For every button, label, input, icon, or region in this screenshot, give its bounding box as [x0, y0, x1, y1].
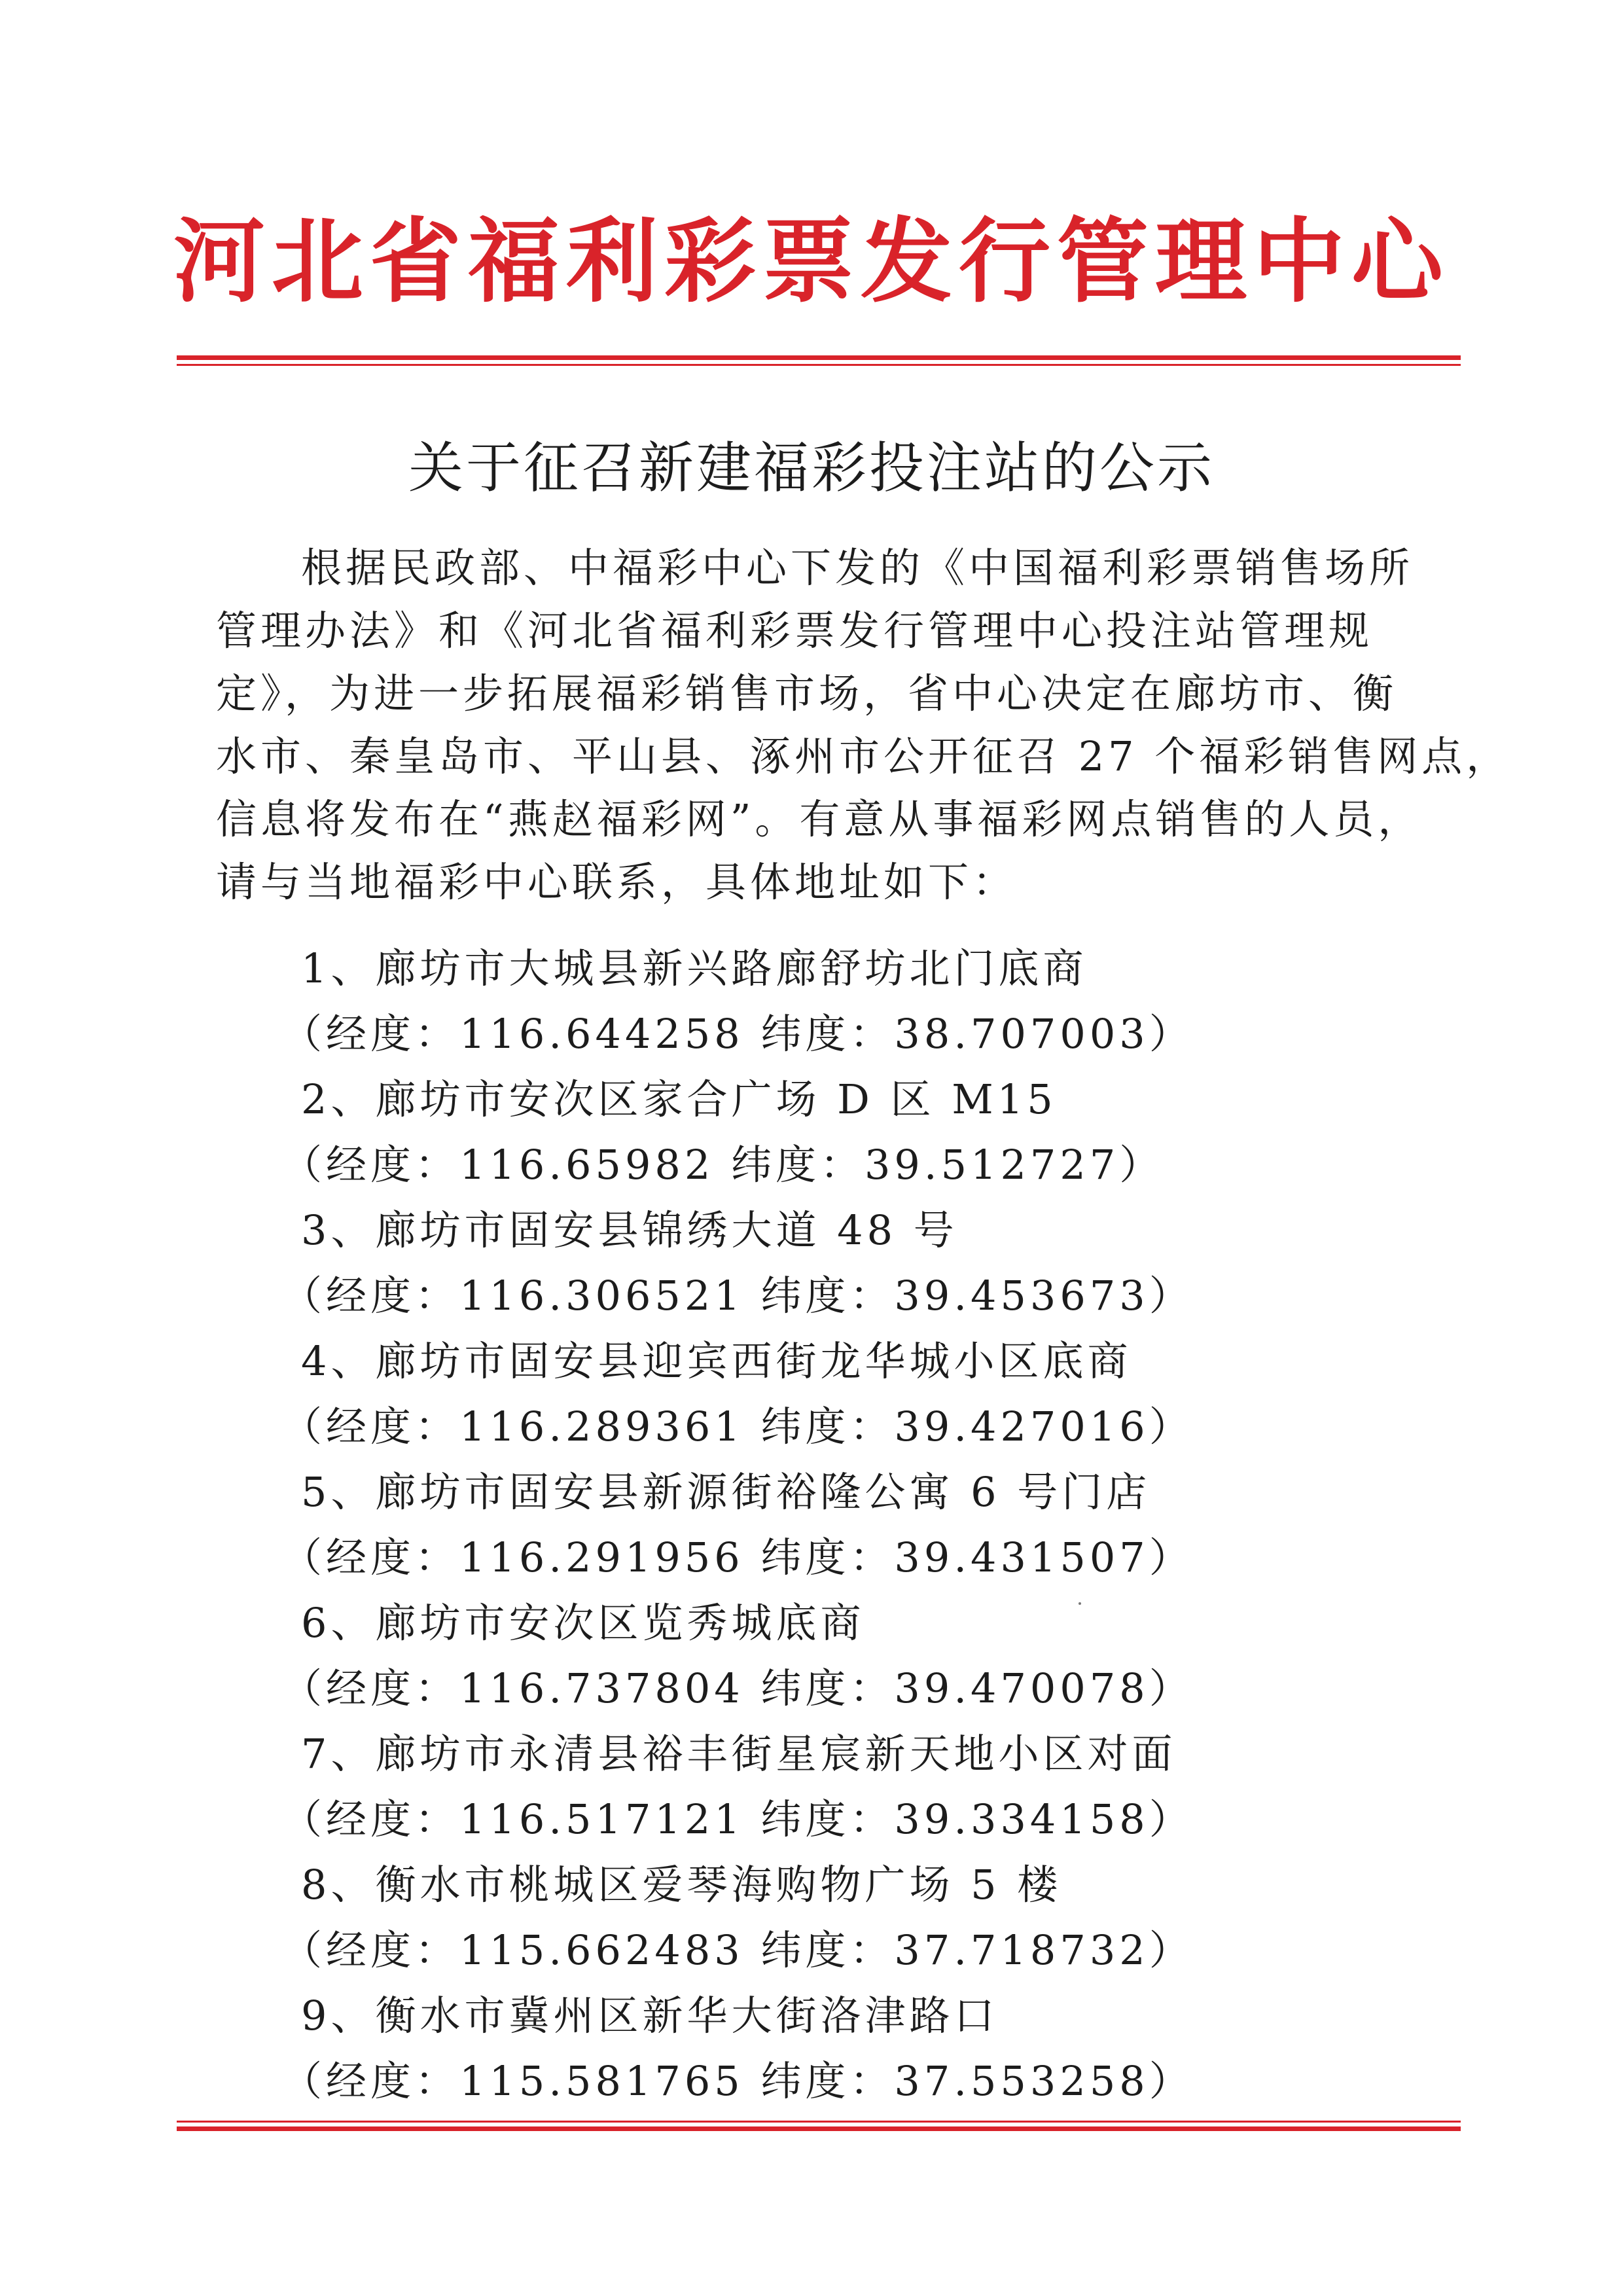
station-coordinates: （经度：115.662483 纬度：37.718732） [281, 1926, 1194, 1974]
station-item [281, 1852, 1466, 1983]
station-address: 1、廊坊市大城县新兴路廊舒坊北门底商 [301, 944, 1088, 992]
station-item [281, 1590, 1466, 1721]
station-item [281, 1198, 1466, 1329]
station-list [281, 936, 1466, 2114]
station-coordinates: （经度：116.306521 纬度：39.453673） [281, 1272, 1194, 1319]
station-address: 5、廊坊市固安县新源街裕隆公寓 6 号门店 [301, 1468, 1151, 1516]
station-address: 2、廊坊市安次区家合广场 D 区 M15 [301, 1075, 1057, 1123]
station-address: 3、廊坊市固安县锦绣大道 48 号 [301, 1206, 958, 1254]
intro-line: 管理办法》和《河北省福利彩票发行管理中心投注站管理规 [216, 607, 1374, 655]
footer-rule [177, 2121, 1461, 2131]
station-coordinates: （经度：116.65982 纬度：39.512727） [281, 1141, 1164, 1189]
station-item [281, 1460, 1466, 1590]
station-address: 7、廊坊市永清县裕丰街星宸新天地小区对面 [301, 1730, 1177, 1778]
station-item [281, 1721, 1466, 1852]
document-title: 关于征召新建福彩投注站的公示 [408, 436, 1215, 500]
letterhead-org-name: 河北省福利彩票发行管理中心 [173, 208, 1450, 315]
station-coordinates: （经度：116.289361 纬度：39.427016） [281, 1403, 1194, 1450]
station-address: 6、廊坊市安次区览秀城底商 [301, 1599, 865, 1647]
station-coordinates: （经度：116.517121 纬度：39.334158） [281, 1795, 1194, 1843]
intro-line: 信息将发布在“燕赵福彩网”。有意从事福彩网点销售的人员， [216, 795, 1423, 843]
station-address: 8、衡水市桃城区爱琴海购物广场 5 楼 [301, 1861, 1062, 1909]
intro-line: 定》，为进一步拓展福彩销售市场，省中心决定在廊坊市、衡 [216, 670, 1398, 717]
intro-line: 水市、秦皇岛市、平山县、涿州市公开征召 27 个福彩销售网点， [216, 732, 1511, 780]
station-coordinates: （经度：115.581765 纬度：37.553258） [281, 2057, 1194, 2105]
station-coordinates: （经度：116.644258 纬度：38.707003） [281, 1010, 1194, 1058]
station-address: 4、廊坊市固安县迎宾西街龙华城小区底商 [301, 1337, 1132, 1385]
station-item [281, 1329, 1466, 1460]
station-item [281, 936, 1466, 1067]
scan-speck [1079, 1602, 1081, 1605]
station-coordinates: （经度：116.291956 纬度：39.431507） [281, 1534, 1194, 1581]
intro-paragraph [216, 537, 1511, 914]
letterhead-top-rule [177, 355, 1461, 366]
station-coordinates: （经度：116.737804 纬度：39.470078） [281, 1664, 1194, 1712]
station-item [281, 1983, 1466, 2114]
station-item [281, 1067, 1466, 1198]
intro-line: 根据民政部、中福彩中心下发的《中国福利彩票销售场所 [301, 544, 1414, 592]
intro-line: 请与当地福彩中心联系，具体地址如下： [216, 858, 1018, 906]
station-address: 9、衡水市冀州区新华大街洛津路口 [301, 1992, 999, 2039]
